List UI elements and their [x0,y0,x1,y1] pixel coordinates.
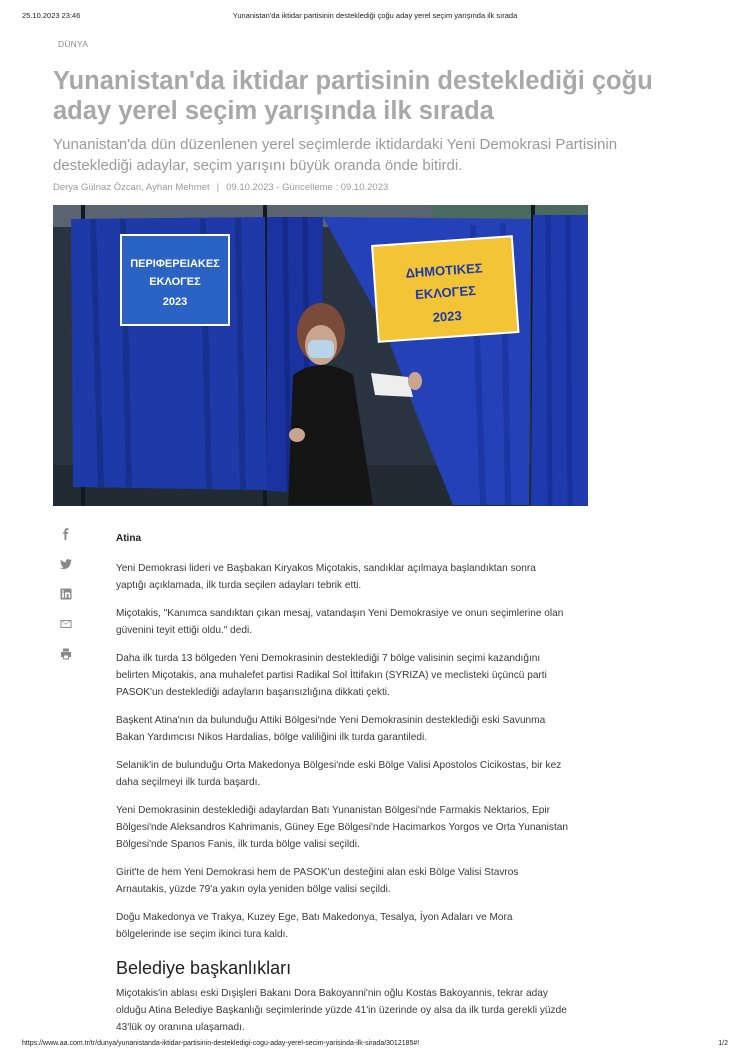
article-subheading: Belediye başkanlıkları [116,958,292,978]
print-page-title: Yunanistan'da iktidar partisinin desteklediği çoğu aday yerel seçim yarışında ilk sırada [232,11,518,20]
article-paragraph: Daha ilk turda 13 bölgeden Yeni Demokrasinin desteklediği 7 bölge valisinin seçimi kazandığını belirten Miçotakis, ana muhalefet partisi Radikal Sol İttifakın (SYRIZA) ve meclisteki üçüncü parti PASOK'un desteklediği adayların başarısızlığına dikkati çekti. [116,653,547,698]
print-url: https://www.aa.com.tr/tr/dunya/yunanistanda-iktidar-partisinin-destekledigi-cogu-aday-yerel-secim-yarisinda-ilk-sirada/3012185#! [22,1040,420,1047]
photo-sign-right-line1: ΔΗΜΟΤΙΚΕΣ [405,260,483,281]
category-link[interactable]: DÜNYA [58,39,89,49]
article-paragraph: Miçotakis, "Kanımca sandıktan çıkan mesaj, vatandaşın Yeni Demokrasiye ve onun seçimlerine olan güvenini teyit ettiği oldu." dedi. [116,608,564,636]
article-photo [53,205,588,506]
twitter-icon[interactable] [59,558,73,572]
linkedin-icon[interactable] [59,588,73,602]
article-paragraph: Miçotakis'in ablası eski Dışişleri Bakanı Dora Bakoyanni'nin oğlu Kostas Bakoyannis, tekrar aday olduğu Atina Belediye Başkanlığı seçimlerinde yüzde 41'in üzerinde oy alsa da ilk turda gerekli yüzde 43'lük oy oranına ulaşamadı. [116,988,567,1033]
photo-sign-left-line1: ΠΕΡΙΦΕΡΕΙΑΚΕΣ [130,258,220,270]
print-icon[interactable] [59,648,73,662]
article-location: Atina [116,533,141,544]
article-body [116,530,568,1047]
article-summary: Yunanistan'da dün düzenlenen yerel seçimlerde iktidardaki Yeni Demokrasi Partisinin desteklediği adaylar, seçim yarışını büyük oranda önde bitirdi. [53,136,618,174]
photo-sign-right-line2: ΕΚΛΟΓΕΣ [414,282,477,303]
article-paragraph: Doğu Makedonya ve Trakya, Kuzey Ege, Batı Makedonya, Tesalya, İyon Adaları ve Mora bölgelerinde ise seçim ikinci tura kaldı. [116,912,513,940]
mail-icon[interactable] [59,618,73,632]
article-headline: Yunanistan'da iktidar partisinin desteklediği çoğu aday yerel seçim yarışında ilk sırada [53,67,653,125]
article-paragraph: Yeni Demokrasi lideri ve Başbakan Kiryakos Miçotakis, sandıklar açılmaya başlandıktan sonra yaptığı açıklamada, ilk turda seçilen adayları tebrik etti. [116,563,536,591]
byline-authors: Derya Gülnaz Özcan, Ayhan Mehmet [53,182,210,193]
article-paragraph: Selanik'in de bulunduğu Orta Makedonya Bölgesi'nde eski Bölge Valisi Apostolos Cicikostas, bir kez daha seçilmeyi ilk turda başardı. [116,760,562,788]
article-paragraph: Başkent Atina'nın da bulunduğu Attiki Bölgesi'nde Yeni Demokrasinin desteklediği eski Savunma Bakan Yardımcısı Nikos Hardalias, bölge valiliğini ilk turda garantiledi. [116,715,546,743]
byline [53,182,388,193]
print-page-number: 1/2 [718,1040,728,1047]
article-paragraph: Yeni Demokrasinin desteklediği adaylardan Batı Yunanistan Bölgesi'nde Farmakis Nektarios, Epir Bölgesi'nde Aleksandros Kahrimanis, Güney Ege Bölgesi'nde Hacimarkos Yorgos ve Orta Yunanistan Bölgesi'nde Spanos Fanis, ilk turda bölge valisi seçildi. [116,805,568,850]
photo-sign-left-line3: 2023 [162,296,188,308]
share-bar [59,528,79,678]
byline-separator: | [216,182,220,193]
article-paragraph: Girit'te de hem Yeni Demokrasi hem de PASOK'un desteğini alan eski Bölge Valisi Stavros Arnautakis, yüzde 79'a yakın oyla yeniden bölge valisi seçildi. [116,867,519,895]
photo-sign-left-line2: ΕΚΛΟΓΕΣ [149,276,201,288]
byline-dates: 09.10.2023 - Güncelleme : 09.10.2023 [226,182,389,193]
facebook-icon[interactable] [59,528,73,542]
photo-sign-right-line3: 2023 [432,307,463,325]
print-datetime: 25.10.2023 23:46 [22,11,81,20]
